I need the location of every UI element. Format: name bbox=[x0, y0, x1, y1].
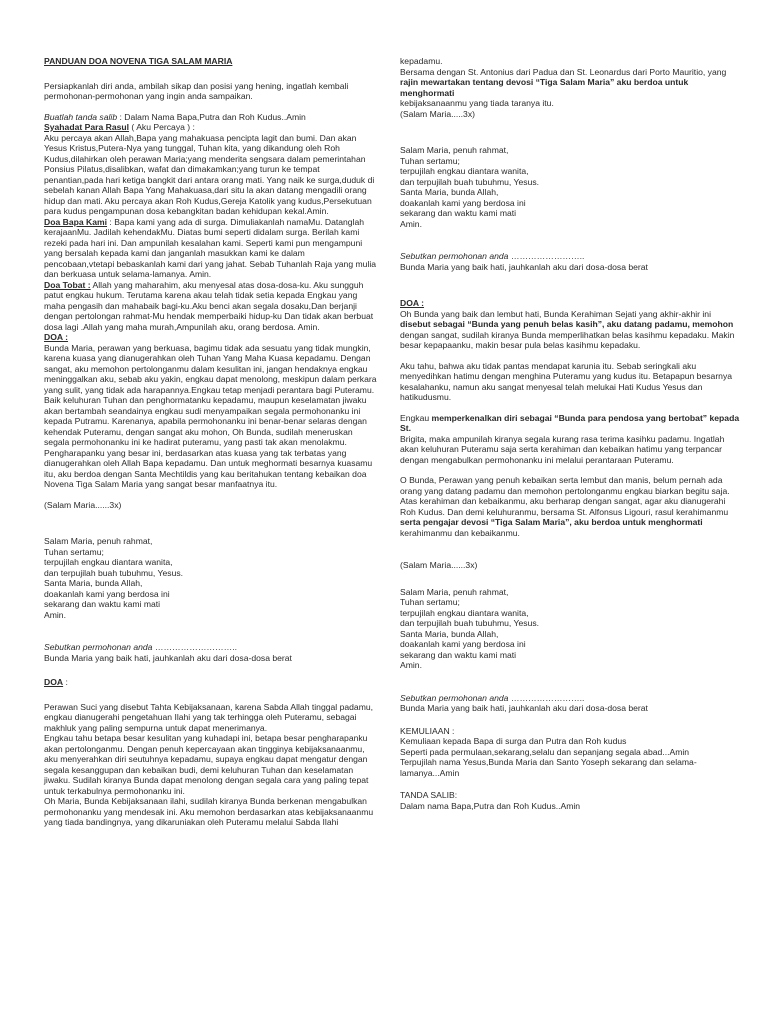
left-column bbox=[44, 0, 377, 828]
hail-mary-line: terpujilah engkau diantara wanita, bbox=[400, 166, 529, 176]
hail-mary-line: doakanlah kami yang berdosa ini bbox=[400, 197, 526, 208]
continuation-line-1: kepadamu. bbox=[400, 56, 443, 66]
doa-paragraph-4: O Bunda, Perawan yang penuh kebaikan serta lembut dan manis, belum pernah ada orang yang datang padamu dan memohon pertolonganmu engkau biarkan begitu saja. Atas kerahiman dan kebaikanmu, aku berharap dengan sangat, agar aku dianugerahi Roh Kudus. Dan demi keluhuranmu, bersama St. Alfonsus Ligouri, rasul kerahimanmu bbox=[400, 475, 730, 517]
hail-mary-line: Tuhan sertamu; bbox=[400, 155, 460, 166]
doa-paragraph-2: Aku tahu, bahwa aku tidak pantas mendapat karunia itu. Sebab seringkali aku menyedihkan hatimu dengan menghina Puteramu yang kudus itu. Betapapun besarnya kesalahanku, namun aku sangat menyesal telah melukai Hati Kudus Yesus dan hatikudusmu. bbox=[400, 360, 733, 402]
salam-maria-3x: (Salam Maria......3x) bbox=[44, 499, 122, 510]
right-column bbox=[400, 0, 740, 811]
petition-dots: ……………………….. bbox=[152, 642, 237, 652]
hail-mary-line: sekarang dan waktu kami mati bbox=[400, 208, 517, 218]
creed-sub: ( Aku Percaya ) : bbox=[129, 122, 195, 132]
sign-of-cross-heading: TANDA SALIB: bbox=[400, 790, 458, 800]
glory-line: Seperti pada permulaan,sekarang,selalu dan sepanjang segala abad...Amin bbox=[400, 746, 690, 757]
sign-of-cross-label: Buatlah tanda salib bbox=[44, 111, 118, 122]
glory-line: Terpujilah nama Yesus,Bunda Maria dan Santo Yoseph sekarang dan selama-lamanya...Amin bbox=[400, 757, 697, 778]
contrition-text: Allah yang maharahim, aku menyesal atas dosa-dosa-ku. Aku sungguh patut engkau hukum. Terutama karena akau telah tidak setia kepada Engkau yang maha pengasih dan mahabaik bagi-ku.Aku benci akan segala dosaku,Dan berjanji dengan pertolongan rahmat-Mu hendak memperbaiki hidup-ku Dan tidak akan berbuat dosa lagi .Allah yang maha murah,Ampunilah aku, orang berdosa. Amin. bbox=[44, 279, 374, 332]
hail-mary-line: doakanlah kami yang berdosa ini bbox=[44, 588, 170, 599]
contrition-label: Doa Tobat : bbox=[44, 279, 91, 290]
petition-dots: …………………….. bbox=[508, 692, 585, 703]
petition-prompt bbox=[44, 642, 377, 653]
doa-p3-bold: memperkenalkan diri sebagai “Bunda para pendosa yang bertobat” kepada St. bbox=[400, 412, 740, 433]
salam-maria-3x-b: (Salam Maria......3x) bbox=[400, 560, 478, 570]
continuation-line-3: rajin mewartakan tentang devosi “Tiga Salam Maria” aku berdoa untuk menghormati bbox=[400, 77, 689, 98]
continuation-line-2: Bersama dengan St. Antonius dari Padua dan St. Leonardus dari Porto Mauritio, yang bbox=[400, 66, 727, 77]
doa-line-1a: Oh Bunda yang baik dan lembut hati, Bunda Kerahiman Sejati yang akhir-akhir ini bbox=[400, 308, 711, 319]
hail-mary-line: Salam Maria, penuh rahmat, bbox=[400, 145, 509, 155]
doa-paragraph-4-end: kerahimanmu dan kebaikanmu. bbox=[400, 527, 520, 538]
hail-mary-line: dan terpujilah buah tubuhmu, Yesus. bbox=[400, 176, 540, 187]
doa-heading: DOA : bbox=[44, 332, 69, 342]
sign-of-cross-text: Dalam nama Bapa,Putra dan Roh Kudus..Amin bbox=[400, 800, 581, 811]
doa-paragraph-2: Baik keluhuran Tuhan dan penghormatanku kepadamu, maupun keselamatan jiwaku akan bertambah seandainya engkau sudi menyampaikan segala permohonanku ini kepada Putramu. Karenanya, apabila permohonanku ini benar-benar selaras dengan kehendak Puteramu, dengan sangat aku mohon, Oh Bunda, sudilah meneruskan segala permohonanku ini ke hadirat puteramu, yang pasti tak akan menolakmu. Pengharapanku yang besar ini, berdasarkan atas kuasa yang tak terbatas yang dianugerahkan oleh Allah Bapa kepadamu. Dan untuk meghormati besarnya kuasamu itu, aku berdoa dengan Santa Mechtildis yang kau beritahukan tentang kebaikan doa Novena Tiga Salam Maria yang sangat besar manfaatnya itu. bbox=[44, 395, 373, 489]
petition-line: Bunda Maria yang baik hati, jauhkanlah aku dari dosa-dosa berat bbox=[400, 261, 648, 272]
glory-heading: KEMULIAAN : bbox=[400, 725, 455, 736]
hail-mary-line: Salam Maria, penuh rahmat, bbox=[44, 536, 153, 546]
contrition-prayer bbox=[44, 280, 377, 333]
hail-mary-line: terpujilah engkau diantara wanita, bbox=[400, 607, 529, 618]
hail-mary-line: Salam Maria, penuh rahmat, bbox=[400, 586, 509, 597]
doa-line-1c: dengan sangat, sudilah kiranya Bunda memperlihatkan belas kasihmu kepadaku. Makin besar kepapaanku, makin besar pula belas kasihmu kepadaku. bbox=[400, 329, 735, 350]
petition-label: Sebutkan permohonan anda bbox=[44, 642, 153, 652]
hail-mary-block bbox=[400, 145, 740, 229]
doa-paragraph-1: Bunda Maria, perawan yang berkuasa, bagimu tidak ada sesuatu yang tidak mungkin, karena kuasa yang dianugerahkan oleh Tuhan Yang Maha Kuasa kepadamu. Dengan sangat, aku memohon pertolonganmu dalam kesulitan ini, jangan hendaknya engkau meninggalkan aku, sebab aku yakin, engkau dapat menolong, meskipun dalam perkara yang sulit, yang tidak ada harapannya.Engkau tetap menjadi perantara bagi Puteramu. bbox=[44, 342, 377, 395]
doa-paragraph-4-bold: serta pengajar devosi “Tiga Salam Maria”, aku berdoa untuk menghormati bbox=[400, 517, 703, 527]
continuation-line-4: kebijaksanaanmu yang tiada taranya itu. bbox=[400, 98, 554, 108]
doa2-label: DOA bbox=[44, 677, 64, 687]
petition-line: Bunda Maria yang baik hati, jauhkanlah aku dari dosa-dosa berat bbox=[44, 652, 292, 663]
doa-paragraph-3 bbox=[400, 413, 740, 434]
hail-mary-line: Tuhan sertamu; bbox=[400, 597, 460, 607]
hail-mary-line: sekarang dan waktu kami mati bbox=[44, 599, 161, 609]
petition-label: Sebutkan permohonan anda bbox=[400, 251, 509, 261]
doa2-paragraph-1: Perawan Suci yang disebut Tahta Kebijaksanaan, karena Sabda Allah tinggal padamu, engkau dianugerahi pengetahuan Ilahi yang tak terhingga oleh Puteramu, sebagai makhluk yang paling sempurna untuk dapat menerimanya. bbox=[44, 701, 374, 733]
hail-mary-line: doakanlah kami yang berdosa ini bbox=[400, 639, 526, 649]
doa-paragraph-3-cont: Brigita, maka ampunilah kiranya segala kurang rasa terima kasihku padamu. Ingatlah akan keluhuran Puteramu saja serta kerahiman dan kebaikan hatimu yang terpancar dengan mengabulkan permohonanku ini melalui perantaraan Puteramu. bbox=[400, 433, 725, 465]
hail-mary-line: Santa Maria, bunda Allah, bbox=[400, 628, 499, 639]
doa2-heading bbox=[44, 677, 377, 688]
hail-mary-line: Amin. bbox=[44, 609, 66, 620]
doa2-paragraph-3: Oh Maria, Bunda Kebijaksanaan ilahi, sudilah kiranya Bunda berkenan mengabulkan permohonanku yang mendesak ini. Aku memohon berdasarkan atas kebijaksanaanmu yang tiada bandingnya, yang dikaruniakan oleh Puteramu melalui Sabda Ilahi bbox=[44, 796, 374, 827]
hail-mary-block bbox=[400, 587, 740, 671]
sign-of-cross-line bbox=[44, 112, 377, 123]
doa-line-1b: disebut sebagai “Bunda yang penuh belas kasih”, aku datang padamu, memohon bbox=[400, 319, 734, 329]
doa2-colon: : bbox=[63, 677, 68, 687]
doa2-paragraph-2: Engkau tahu betapa besar kesulitan yang kuhadapi ini, betapa besar pengharapanku akan pertolonganmu. Dengan penuh kepercayaan akan tingginya kebijaksanaanmu, aku menyerahkan diri seutuhnya kepadamu, supaya engkau dapat mengatur dengan segala kesanggupan dan kebaikan budi, demi keluhuran Tuhan dan keselamatan jiwaku. Sudilah kiranya Bunda dapat menolong dengan segala cara yang paling tepat untuk terkabulnya permohonanku ini. bbox=[44, 733, 369, 796]
hail-mary-line: dan terpujilah buah tubuhmu, Yesus. bbox=[44, 567, 184, 578]
hail-mary-line: sekarang dan waktu kami mati bbox=[400, 649, 517, 660]
sign-of-cross-text: : Dalam Nama Bapa,Putra dan Roh Kudus..Amin bbox=[119, 111, 306, 122]
hail-mary-line: Amin. bbox=[400, 218, 422, 229]
creed-text: Aku percaya akan Allah,Bapa yang mahakuasa pencipta lagit dan bumi. Dan akan Yesus Kristus,Putera-Nya yang tunggal, Tuhan kita, yang dikandung oleh Roh Kudus,dilahirkan oleh perawan Maria;yang menderita sengsara dalam pemerintahan Ponsius Pilatus,disalibkan, wafat dan dimakamkan;yang turun ke tempat penantian,pada hari ketiga bangkit dari antara orang mati. Yang naik ke surga,duduk di sebelah kanan Allah Bapa Yang Mahakuasa,dari situ la akan datang mengadili orang hidup dan mati. Aku percaya akan Roh Kudus,Gereja Katolik yang kudus,Persekutuan para kudus pengampunan dosa kebangkitan badan kehidupan kekal.Amin. bbox=[44, 132, 375, 216]
lords-prayer-text: : Bapa kami yang ada di surga. Dimuliakanlah namaMu. Datanglah kerajaanMu. Jadilah kehendakMu. Diatas bumi seperti didalam surga. Berilah kami rezeki pada hari ini. Dan ampunilah kesalahan kami. Seperti kami pun mengampuni yang bersalah kepada kami dan janganlah masukkan kami ke dalam pencobaan,vtetapi bebaskanlah kami dari yang jahat. Sebab Tuhanlah Raja yang mulia dan berkuasa untuk selama-lamanya. Amin. bbox=[44, 216, 377, 279]
hail-mary-line: Amin. bbox=[400, 660, 422, 670]
lords-prayer bbox=[44, 217, 377, 280]
doa-p3-lead: Engkau bbox=[400, 412, 432, 423]
hail-mary-line: dan terpujilah buah tubuhmu, Yesus. bbox=[400, 618, 540, 628]
lords-prayer-label: Doa Bapa Kami bbox=[44, 216, 108, 227]
glory-line: Kemuliaan kepada Bapa di surga dan Putra dan Roh kudus bbox=[400, 736, 627, 746]
document-title: PANDUAN DOA NOVENA TIGA SALAM MARIA bbox=[44, 56, 233, 66]
hail-mary-line: Tuhan sertamu; bbox=[44, 546, 104, 557]
creed-label: Syahadat Para Rasul bbox=[44, 122, 130, 132]
petition-dots: …………………….. bbox=[508, 251, 585, 261]
petition-prompt bbox=[400, 693, 740, 704]
petition-label: Sebutkan permohonan anda bbox=[400, 692, 509, 703]
hail-mary-block bbox=[44, 536, 377, 620]
salam-maria-3x-a: (Salam Maria.....3x) bbox=[400, 108, 475, 119]
petition-line: Bunda Maria yang baik hati, jauhkanlah aku dari dosa-dosa berat bbox=[400, 703, 648, 713]
hail-mary-line: terpujilah engkau diantara wanita, bbox=[44, 557, 173, 567]
intro-paragraph: Persiapkanlah diri anda, ambilah sikap dan posisi yang hening, ingatlah kembali permohonan-permohonan yang ingin anda sampaikan. bbox=[44, 80, 349, 101]
doa-heading: DOA : bbox=[400, 298, 425, 308]
creed-heading bbox=[44, 122, 377, 133]
petition-prompt bbox=[400, 251, 740, 262]
hail-mary-line: Santa Maria, bunda Allah, bbox=[400, 187, 499, 197]
hail-mary-line: Santa Maria, bunda Allah, bbox=[44, 578, 143, 588]
